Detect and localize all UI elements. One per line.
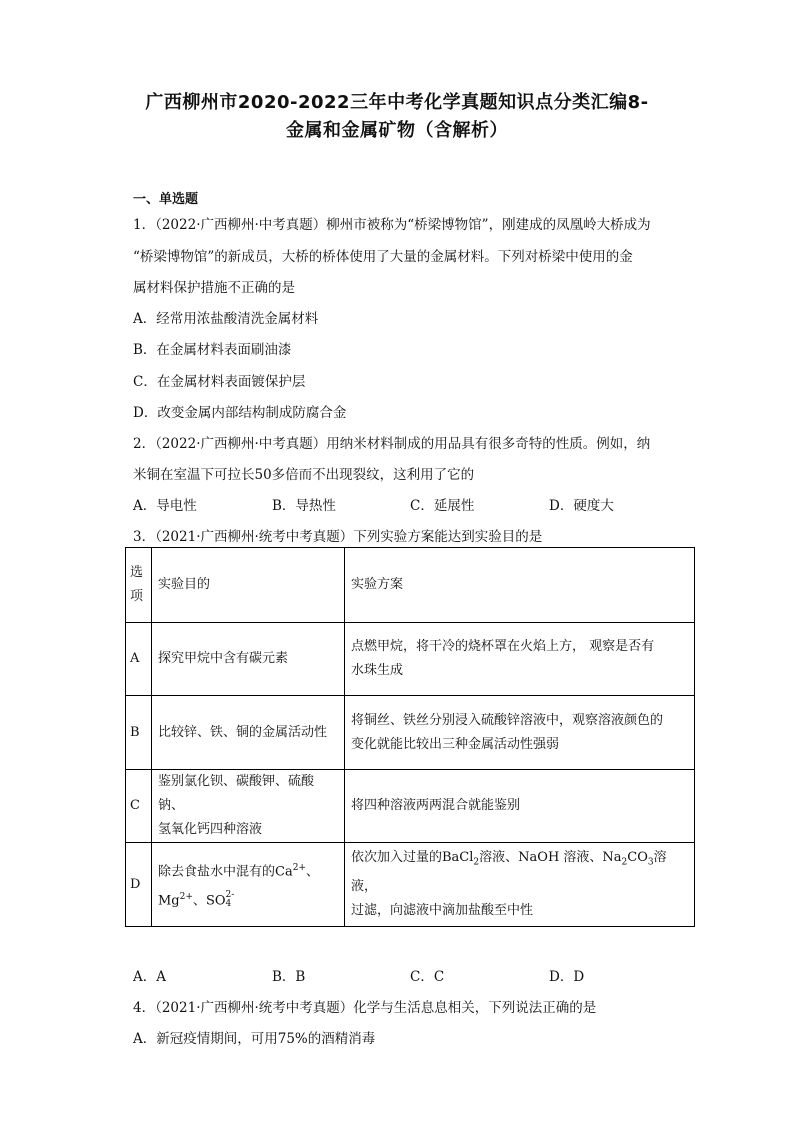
q1-option-c: C．在金属材料表面镀保护层	[133, 374, 306, 390]
q2-stem-line-2: 米铜在室温下可拉长50多倍而不出现裂纹，这利用了它的	[133, 467, 475, 483]
q2-stem-line-1: 2．（2022·广西柳州·中考真题）用纳米材料制成的用品具有很多奇特的性质。例如，纳	[133, 436, 651, 452]
section-heading: 一、单选题	[133, 192, 199, 207]
row-option: C	[126, 770, 152, 843]
header-goal: 实验目的	[152, 548, 345, 623]
q1-option-a: A．经常用浓盐酸清洗金属材料	[133, 311, 319, 327]
row-goal: 除去食盐水中混有的$Ca^{2+}$、 $Mg^{2+}$、SO 2- 4	[152, 843, 345, 927]
table-header-row	[126, 548, 695, 623]
q1-stem-line-3: 属材料保护措施不正确的是	[133, 280, 295, 296]
document-title-line-2: 金属和金属矿物（含解析）	[286, 120, 508, 141]
q1-stem-line-2: “桥梁博物馆”的新成员，大桥的桥体使用了大量的金属材料。下列对桥梁中使用的金	[133, 249, 633, 265]
q4-stem: 4．（2021·广西柳州·统考中考真题）化学与生活息息相关，下列说法正确的是	[133, 1000, 597, 1016]
row-goal: 鉴别氯化钡、碳酸钾、硫酸钠、 氢氧化钙四种溶液	[152, 770, 345, 843]
header-option: 选 项	[126, 548, 152, 623]
q1-option-b: B．在金属材料表面刷油漆	[133, 342, 292, 358]
row-option: D	[126, 843, 152, 927]
q2-option-c: C．延展性	[410, 498, 475, 514]
row-option: B	[126, 696, 152, 770]
q1-option-d: D．改变金属内部结构制成防腐合金	[133, 405, 347, 421]
q3-option-b: B．B	[272, 969, 306, 985]
q3-option-c: C．C	[410, 969, 445, 985]
row-plan: 点燃甲烷，将干冷的烧杯罩在火焰上方， 观察是否有 水珠生成	[345, 623, 695, 696]
q3-option-a: A．A	[133, 969, 166, 985]
document-title-line-1: 广西柳州市2020-2022三年中考化学真题知识点分类汇编8-	[145, 92, 649, 113]
row-plan: 将铜丝、铁丝分别浸入硫酸锌溶液中，观察溶液颜色的 变化就能比较出三种金属活动性强弱	[345, 696, 695, 770]
row-plan: 依次加入过量的BaCl$_2$溶液、NaOH 溶液、$Na_2CO_3$溶液， 过滤，向滤液中滴加盐酸至中性	[345, 843, 695, 927]
q2-option-a: A．导电性	[133, 498, 197, 514]
q3-option-d: D．D	[549, 969, 585, 985]
table-row	[126, 770, 695, 843]
q2-option-d: D．硬度大	[549, 498, 614, 514]
row-option: A	[126, 623, 152, 696]
row-plan: 将四种溶液两两混合就能鉴别	[345, 770, 695, 843]
table-row	[126, 696, 695, 770]
row-goal: 探究甲烷中含有碳元素	[152, 623, 345, 696]
q3-stem: 3．（2021·广西柳州·统考中考真题）下列实验方案能达到实验目的是	[133, 529, 543, 545]
table-row	[126, 623, 695, 696]
q3-table	[125, 547, 695, 927]
table-row	[126, 843, 695, 927]
row-goal: 比较锌、铁、铜的金属活动性	[152, 696, 345, 770]
header-plan: 实验方案	[345, 548, 695, 623]
q4-option-a: A．新冠疫情期间，可用75%的酒精消毒	[133, 1031, 376, 1047]
q2-option-b: B．导热性	[272, 498, 336, 514]
q1-stem-line-1: 1．（2022·广西柳州·中考真题）柳州市被称为“桥梁博物馆”，刚建成的凤凰岭大桥成为	[133, 217, 651, 233]
